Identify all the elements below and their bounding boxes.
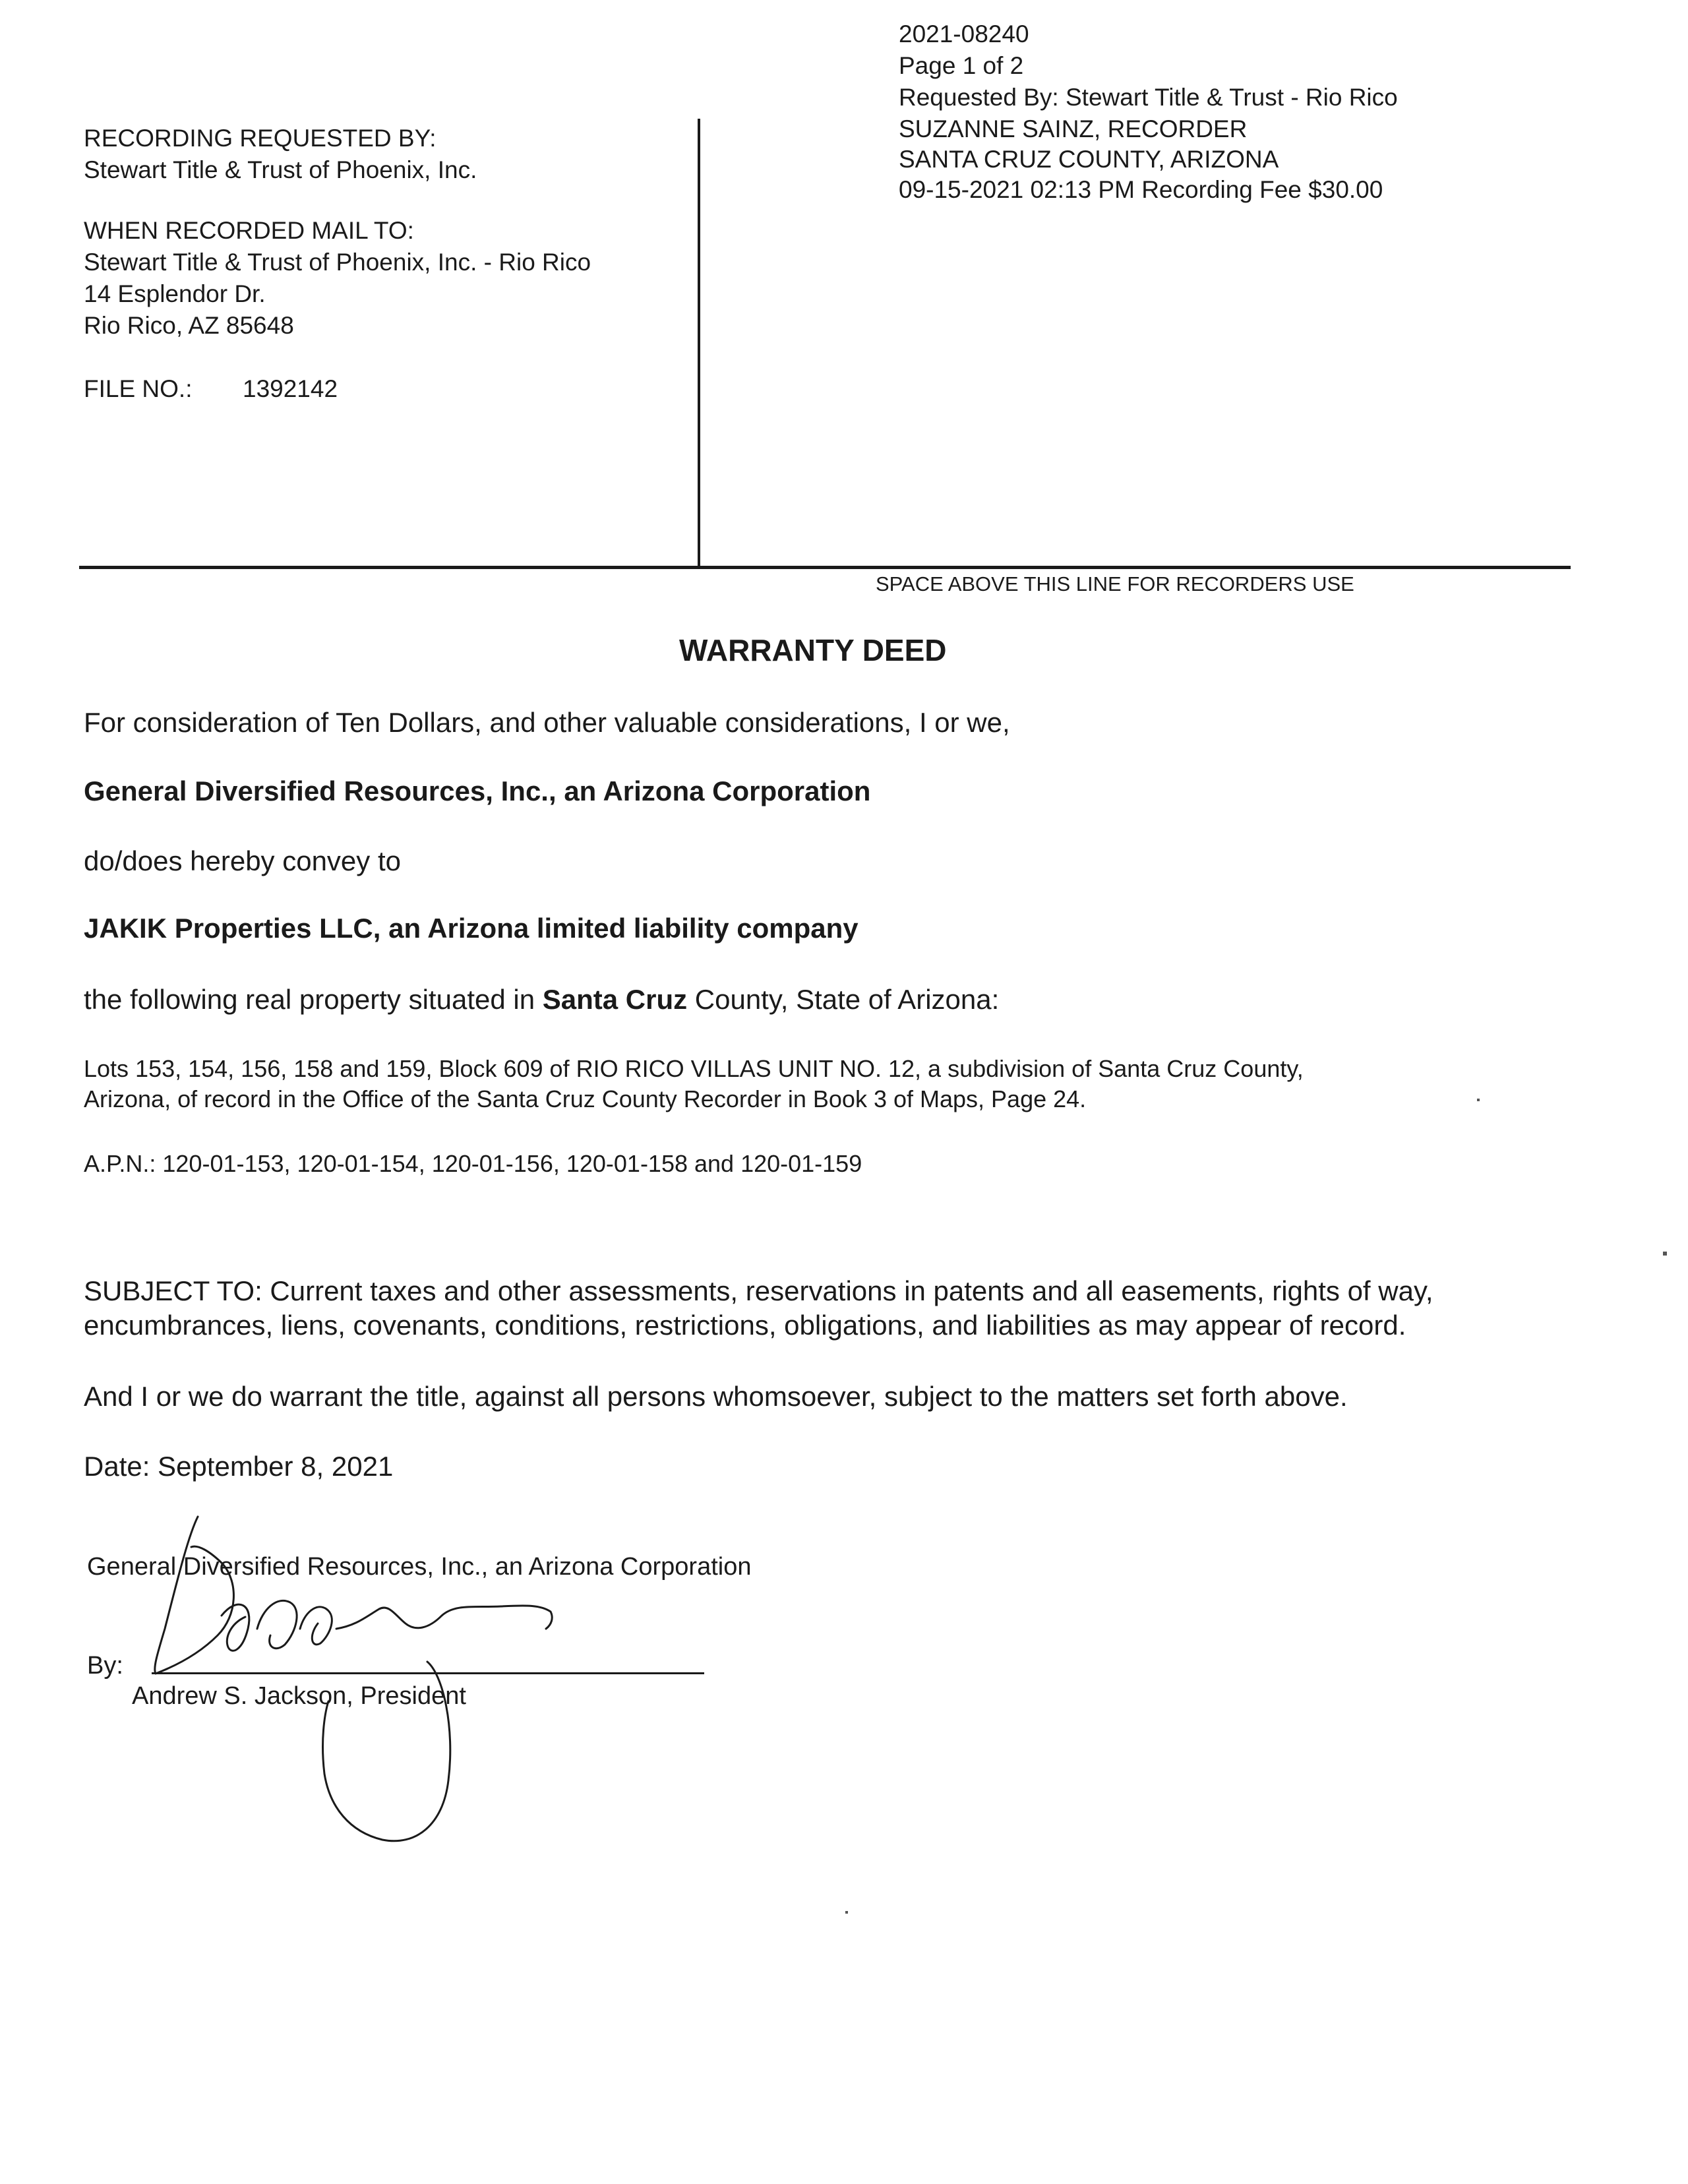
warrant-text: And I or we do warrant the title, against all persons whomsoever, subject to the matters set forth above. (84, 1381, 1348, 1412)
subject-to-line2: encumbrances, liens, covenants, conditions, restrictions, obligations, and liabilities as may appear of record. (84, 1310, 1406, 1341)
recording-requested-label: RECORDING REQUESTED BY: (84, 125, 437, 152)
deed-date: Date: September 8, 2021 (84, 1451, 394, 1482)
recorder-name: SUZANNE SAINZ, RECORDER (899, 115, 1248, 142)
grantor-name: General Diversified Resources, Inc., an Arizona Corporation (84, 775, 871, 806)
mail-to-label: WHEN RECORDED MAIL TO: (84, 217, 414, 244)
requested-by: Requested By: Stewart Title & Trust - Rio Rico (899, 84, 1398, 111)
scan-speck (1477, 1099, 1480, 1101)
page-count: Page 1 of 2 (899, 52, 1024, 79)
convey-text: do/does hereby convey to (84, 845, 401, 876)
scan-speck (845, 1911, 848, 1914)
grantee-name: JAKIK Properties LLC, an Arizona limited liability company (84, 913, 859, 944)
signature-by-label: By: (87, 1652, 123, 1680)
signer-name-title: Andrew S. Jackson, President (132, 1682, 466, 1710)
legal-description-line2: Arizona, of record in the Office of the Santa Cruz County Recorder in Book 3 of Maps, Page 24. (84, 1085, 1087, 1112)
doc-number: 2021-08240 (899, 20, 1029, 47)
file-no-label: FILE NO.: (84, 375, 193, 402)
mail-to-line3: Rio Rico, AZ 85648 (84, 312, 294, 339)
property-prefix: the following real property situated in (84, 984, 543, 1015)
subject-to-line1: SUBJECT TO: Current taxes and other assessments, reservations in patents and all easements, rights of way, (84, 1275, 1433, 1306)
recording-requested-value: Stewart Title & Trust of Phoenix, Inc. (84, 156, 477, 183)
recorder-use-note: SPACE ABOVE THIS LINE FOR RECORDERS USE (876, 572, 1354, 595)
property-suffix: County, State of Arizona: (687, 984, 1000, 1015)
recorder-county: SANTA CRUZ COUNTY, ARIZONA (899, 146, 1279, 173)
mail-to-line2: 14 Esplendor Dr. (84, 280, 266, 307)
document-title: WARRANTY DEED (679, 633, 947, 667)
legal-description-line1: Lots 153, 154, 156, 158 and 159, Block 609 of RIO RICO VILLAS UNIT NO. 12, a subdivision of Santa Cruz County, (84, 1055, 1304, 1082)
recording-datetime-fee: 09-15-2021 02:13 PM Recording Fee $30.00 (899, 176, 1383, 203)
file-no-value: 1392142 (243, 375, 338, 402)
property-county: Santa Cruz (542, 984, 688, 1015)
apn-text: A.P.N.: 120-01-153, 120-01-154, 120-01-156, 120-01-158 and 120-01-159 (84, 1150, 862, 1177)
signature-entity: General Diversified Resources, Inc., an Arizona Corporation (87, 1553, 752, 1581)
consideration-text: For consideration of Ten Dollars, and other valuable considerations, I or we, (84, 707, 1010, 738)
mail-to-line1: Stewart Title & Trust of Phoenix, Inc. - Rio Rico (84, 249, 591, 276)
scan-speck (1663, 1252, 1667, 1256)
